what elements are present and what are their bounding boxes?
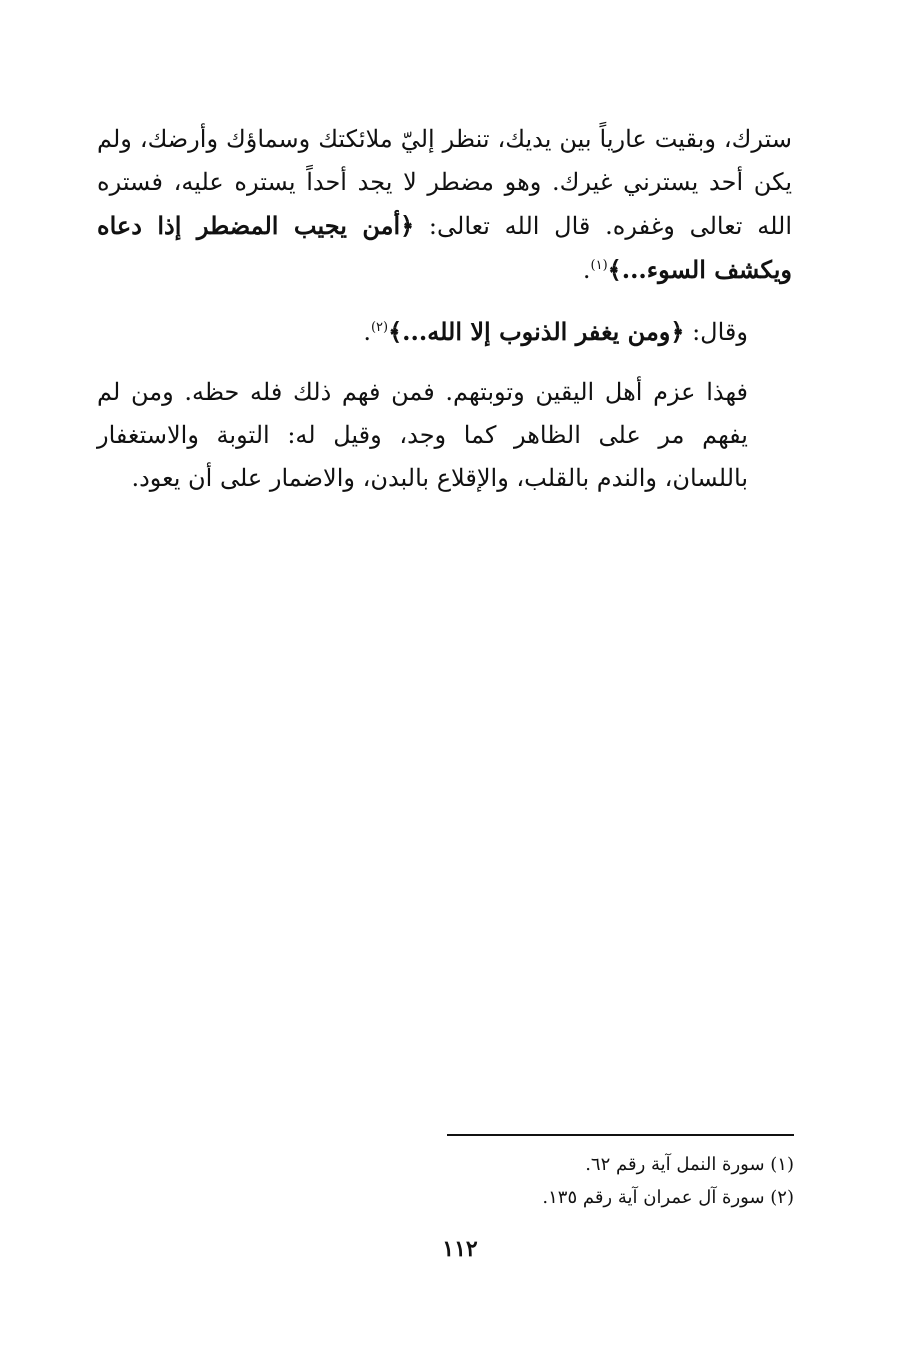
quote-close-bracket: ﴾	[607, 255, 622, 284]
paragraph-2-intro: وقال:	[684, 318, 748, 346]
sentence-end: .	[582, 256, 591, 284]
paragraph-1-text: سترك، وبقيت عارياً بين يديك، تنظر إليّ ملائكتك وسماؤك وأرضك، ولم يكن أحد يسترني غيرك. وهو مضطر لا يجد أحداً يستره عليه، فستره الله تعالى وغفره. قال الله تعالى:	[97, 125, 792, 240]
paragraph-3-text: فهذا عزم أهل اليقين وتوبتهم. فمن فهم ذلك فله حظه. ومن لم يفهم مر على الظاهر كما وجد، وقيل له: التوبة والاستغفار باللسان، والندم بالقلب، والإقلاع بالبدن، والاضمار على أن يعود.	[97, 378, 748, 492]
page-number: ١١٢	[442, 1236, 478, 1262]
quran-quote-2: ومن يغفر الذنوب إلا الله...	[402, 317, 671, 346]
quran-quote-1: أمن يجيب المضطر إذا دعاه ويكشف السوء...	[97, 211, 792, 284]
footnote-divider	[447, 1134, 794, 1136]
footnote-1: (١) سورة النمل آية رقم ٦٢.	[585, 1154, 794, 1175]
paragraph-2	[97, 310, 792, 354]
quote-open-bracket: ﴿	[670, 317, 685, 346]
footnote-ref-2[interactable]: (٢)	[370, 320, 389, 335]
quote-close-bracket: ﴾	[388, 317, 403, 346]
footnotes	[447, 1148, 794, 1214]
sentence-end: .	[363, 318, 371, 346]
quote-open-bracket: ﴿	[400, 211, 415, 240]
footnote-ref-1[interactable]: (١)	[590, 258, 608, 273]
footnote-2: (٢) سورة آل عمران آية رقم ١٣٥.	[542, 1187, 794, 1208]
paragraph-1	[97, 118, 792, 292]
paragraph-3	[97, 371, 792, 500]
